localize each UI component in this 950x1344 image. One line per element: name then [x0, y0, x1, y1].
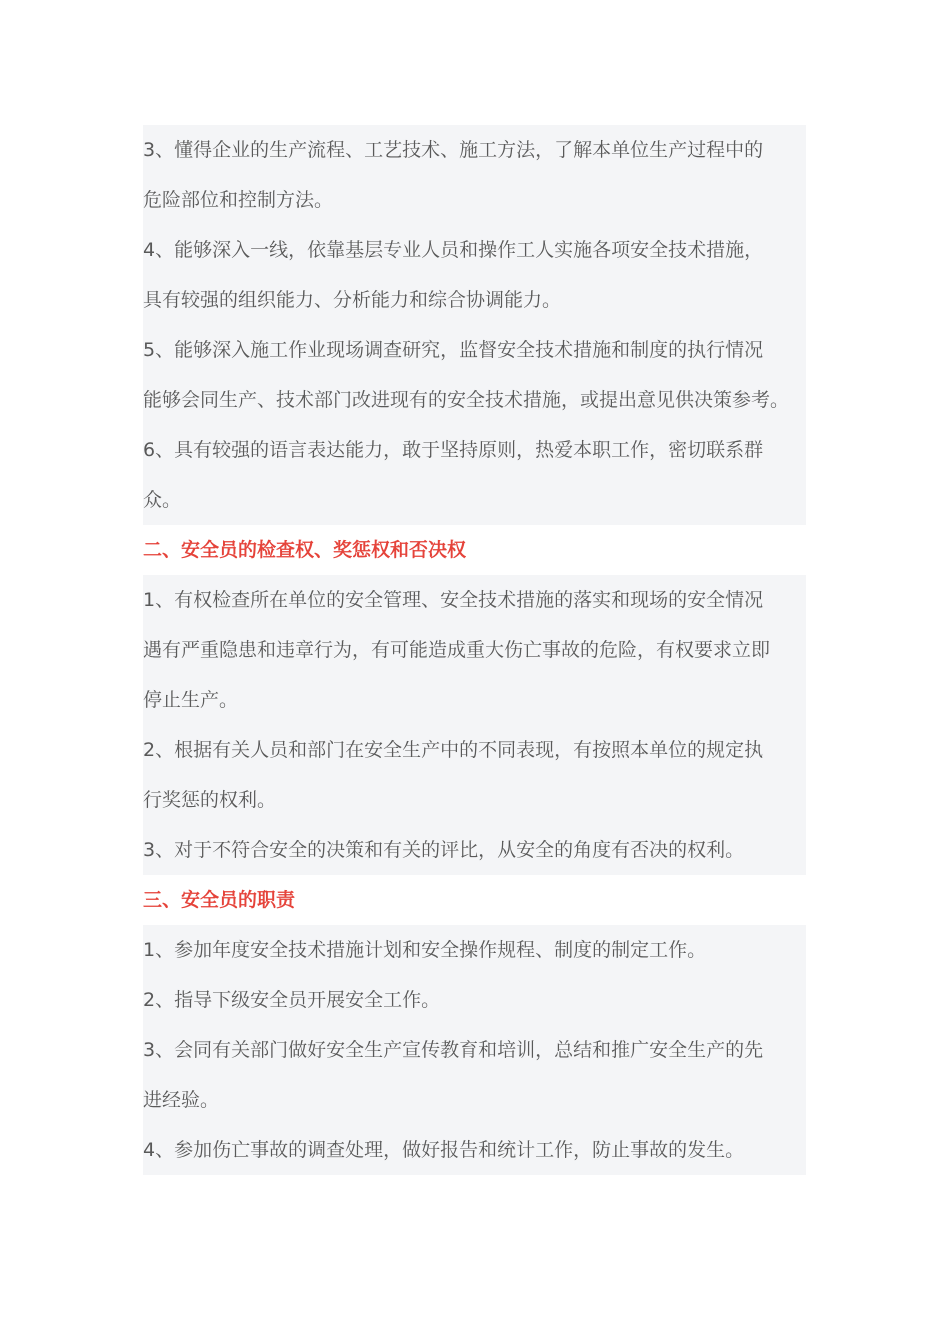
text-line: 众。 [143, 489, 182, 511]
text-line: 4、能够深入一线，依靠基层专业人员和操作工人实施各项安全技术措施， [143, 239, 764, 261]
text-line: 4、参加伤亡事故的调查处理，做好报告和统计工作，防止事故的发生。 [143, 1139, 745, 1161]
text-line: 停止生产。 [143, 689, 239, 711]
text-line: 具有较强的组织能力、分析能力和综合协调能力。 [143, 289, 562, 311]
text-line: 6、具有较强的语言表达能力，敢于坚持原则，热爱本职工作，密切联系群 [143, 439, 764, 461]
rights-block [143, 575, 806, 875]
text-line: 3、会同有关部门做好安全生产宣传教育和培训，总结和推广安全生产的先 [143, 1039, 764, 1061]
text-line: 行奖惩的权利。 [143, 789, 277, 811]
text-line: 能够会同生产、技术部门改进现有的安全技术措施，或提出意见供决策参考。 [143, 389, 790, 411]
text-line: 2、根据有关人员和部门在安全生产中的不同表现，有按照本单位的规定执 [143, 739, 764, 761]
duties-block [143, 925, 806, 1175]
text-line: 1、有权检查所在单位的安全管理、安全技术措施的落实和现场的安全情况 [143, 589, 764, 611]
text-line: 进经验。 [143, 1089, 220, 1111]
section-heading-rights: 二、安全员的检查权、奖惩权和否决权 [143, 525, 806, 575]
text-line: 危险部位和控制方法。 [143, 189, 334, 211]
text-line: 5、能够深入施工作业现场调查研究，监督安全技术措施和制度的执行情况 [143, 339, 764, 361]
text-line: 3、对于不符合安全的决策和有关的评比，从安全的角度有否决的权利。 [143, 839, 745, 861]
text-line: 2、指导下级安全员开展安全工作。 [143, 989, 441, 1011]
qualifications-block [143, 125, 806, 525]
text-line: 遇有严重隐患和违章行为，有可能造成重大伤亡事故的危险，有权要求立即 [143, 639, 771, 661]
text-line: 1、参加年度安全技术措施计划和安全操作规程、制度的制定工作。 [143, 939, 707, 961]
document-body [143, 125, 806, 1175]
section-heading-duties: 三、安全员的职责 [143, 875, 806, 925]
text-line: 3、懂得企业的生产流程、工艺技术、施工方法，了解本单位生产过程中的 [143, 139, 764, 161]
